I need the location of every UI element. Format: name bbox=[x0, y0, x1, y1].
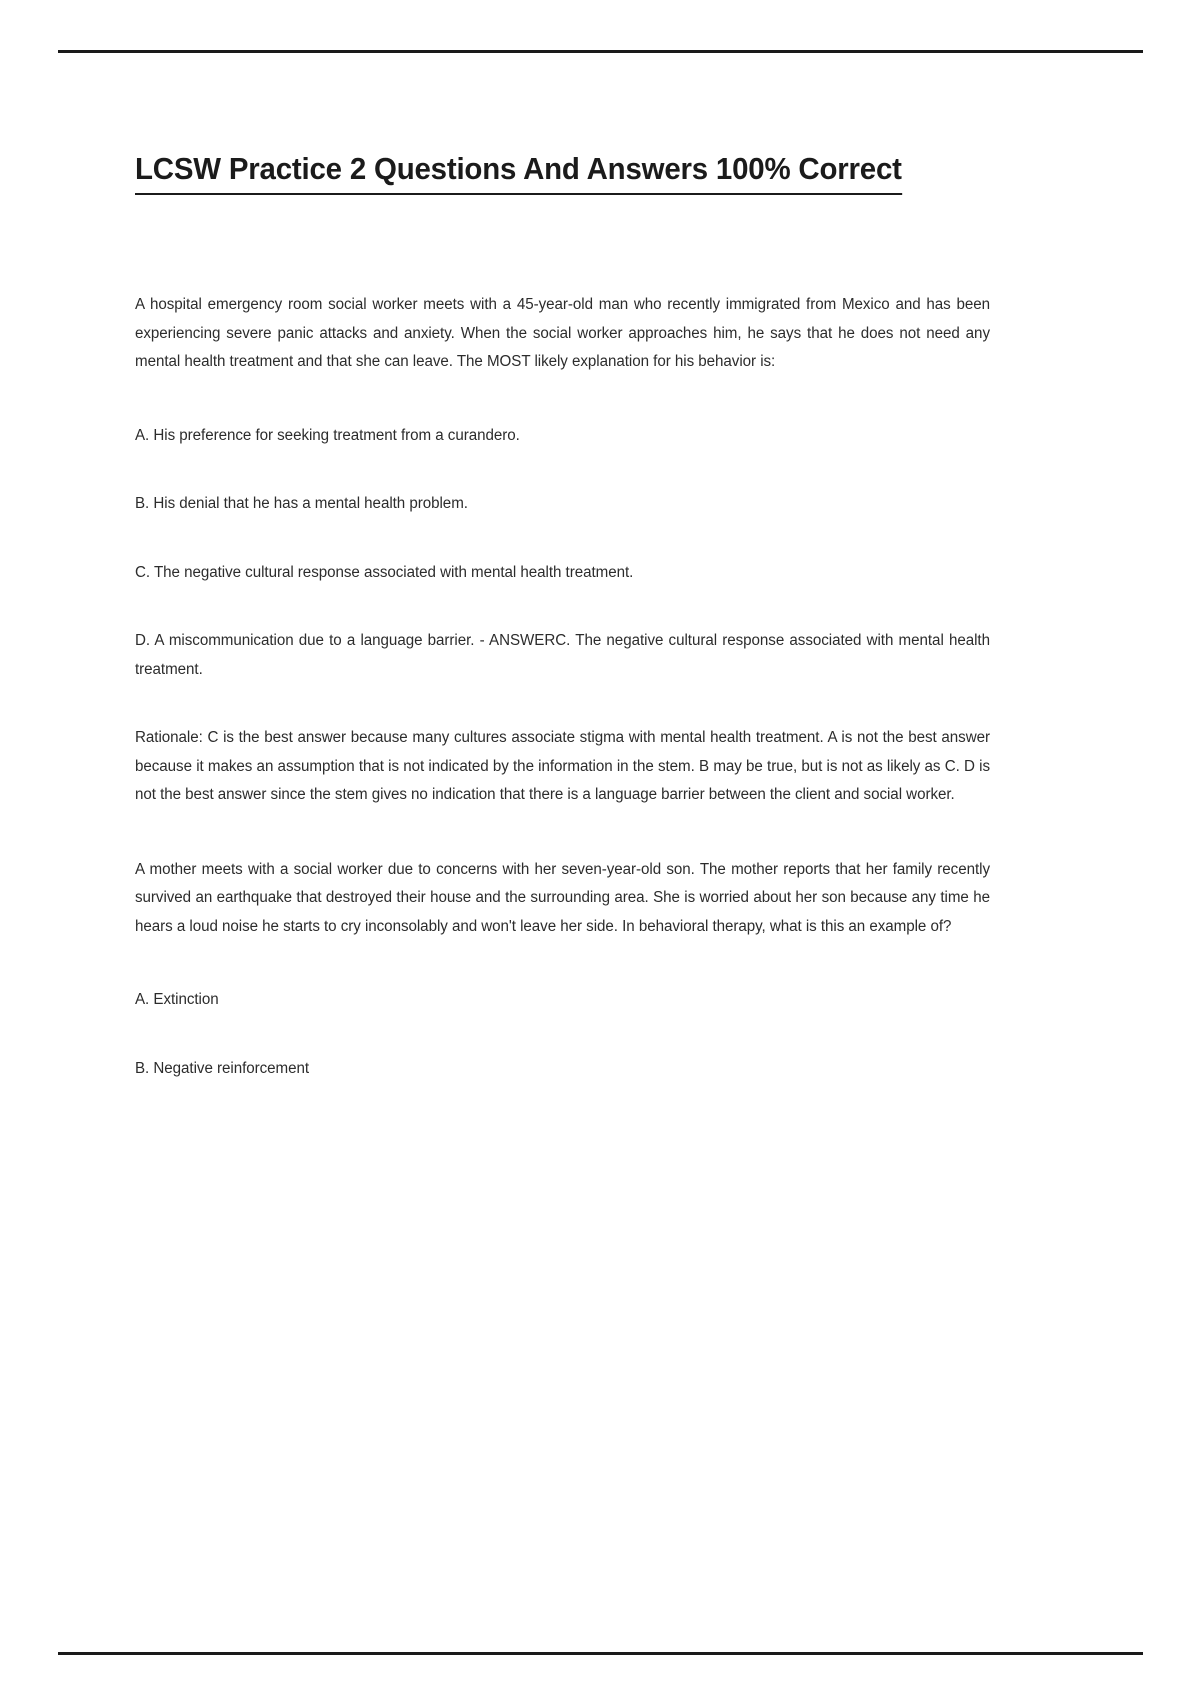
question-stem-two: A mother meets with a social worker due to concerns with her seven-year-old son. The mother reports that her family recently survived an earthquake that destroyed their house and the surrounding area. She is worried about her son because any time he hears a loud noise he starts to cry inconsolably and won't leave her side. In behavioral therapy, what is this an example of? bbox=[135, 860, 990, 935]
question-two-answer-option-b: B. Negative reinforcement bbox=[135, 1059, 310, 1077]
answer-option-c: C. The negative cultural response associated with mental health treatment. bbox=[135, 563, 634, 581]
page-bottom-rule bbox=[58, 1652, 1143, 1655]
question-two-answer-option-a: A. Extinction bbox=[135, 991, 219, 1009]
page-title-wrapper bbox=[135, 150, 1003, 195]
page-title: LCSW Practice 2 Questions And Answers 100% Correct bbox=[135, 150, 902, 195]
document-body bbox=[135, 150, 1003, 1083]
answer-option-a: A. His preference for seeking treatment from a curandero. bbox=[135, 426, 520, 444]
question-stem: A hospital emergency room social worker meets with a 45-year-old man who recently immigrated from Mexico and has been experiencing severe panic attacks and anxiety. When the social worker approaches him, he says that he does not need any mental health treatment and that she can leave. The MOST likely explanation for his behavior is: bbox=[135, 296, 990, 371]
answer-rationale: Rationale: C is the best answer because many cultures associate stigma with mental health treatment. A is not the best answer because it makes an assumption that is not indicated by the information in the stem. B may be true, but is not as likely as C. D is not the best answer since the stem gives no indication that there is a language barrier between the client and social worker. bbox=[135, 729, 990, 804]
answer-option-d-with-answer: D. A miscommunication due to a language barrier. - ANSWERC. The negative cultural response associated with mental health treatment. bbox=[135, 632, 990, 678]
page-top-rule bbox=[58, 50, 1143, 53]
answer-option-b: B. His denial that he has a mental health problem. bbox=[135, 495, 468, 513]
